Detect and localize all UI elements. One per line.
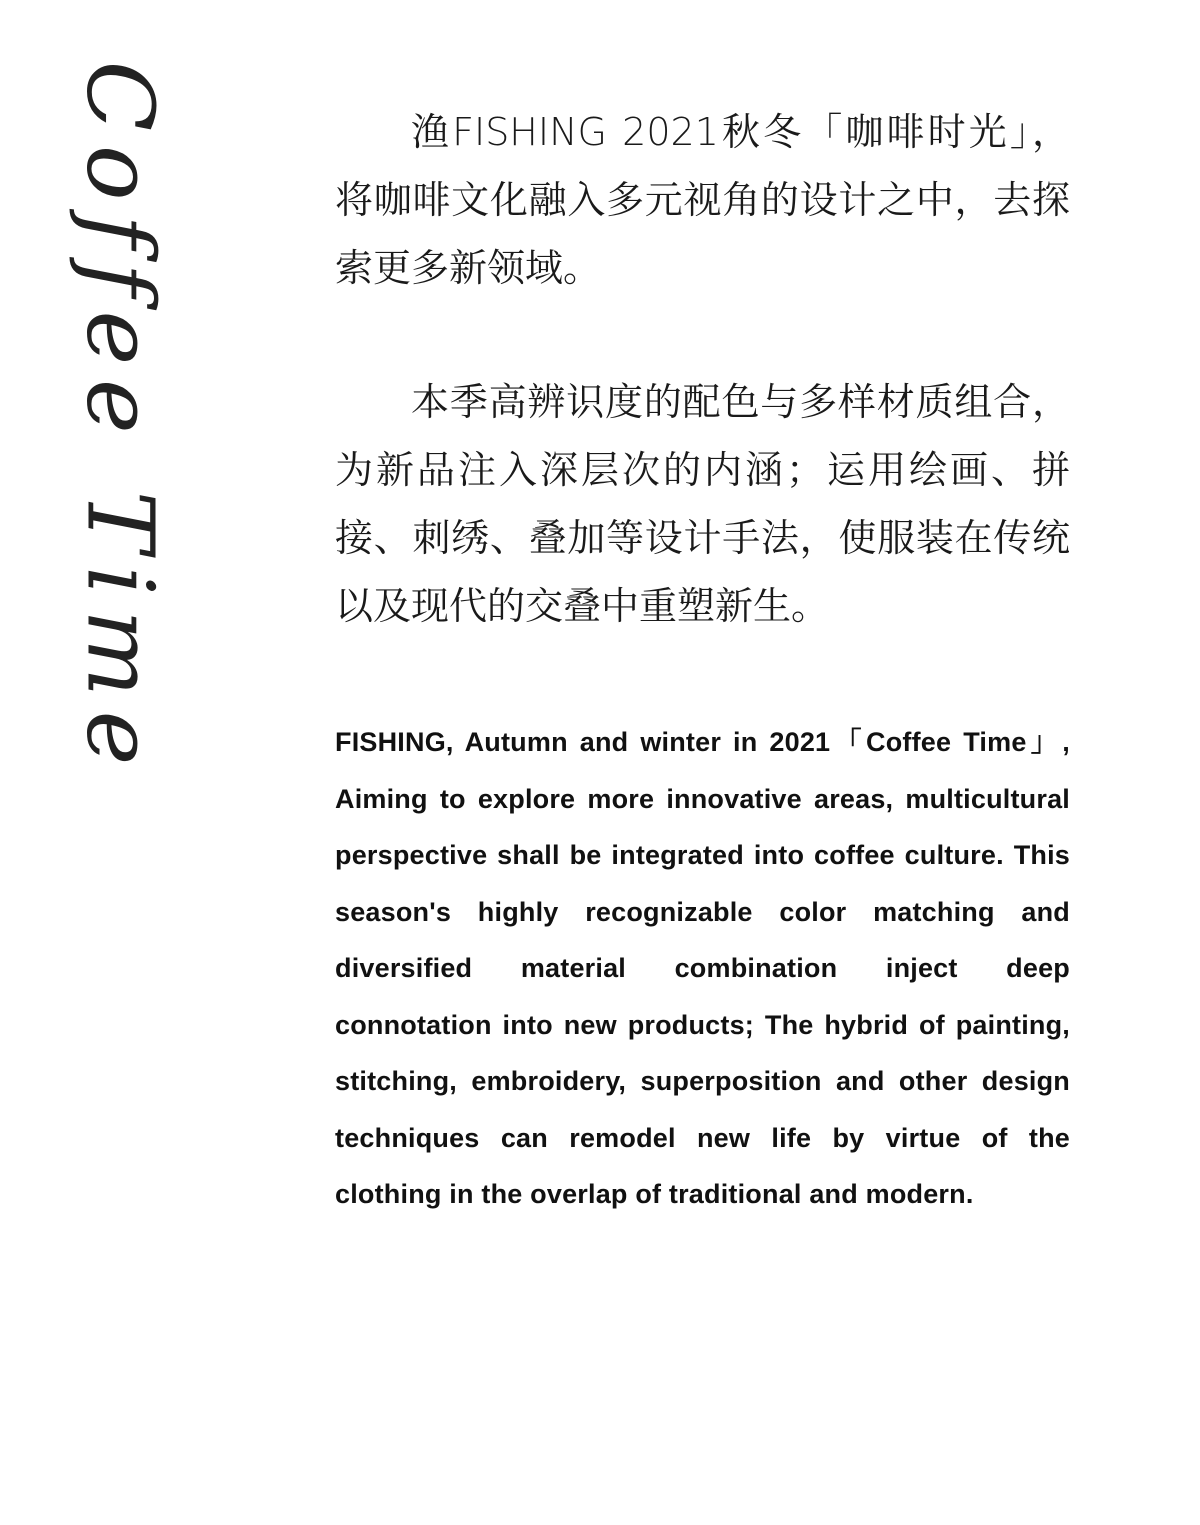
side-title-block	[60, 60, 180, 780]
chinese-paragraph-intro: 渔FISHING 2021秋冬「咖啡时光」，将咖啡文化融入多元视角的设计之中，去探索更多新领域。	[335, 110, 1070, 290]
english-paragraph: FISHING, Autumn and winter in 2021「Coffee Time」, Aiming to explore more innovative areas, multicultural perspective shall be integrated into coffee culture. This season's highly recognizable color matching and diversified material combination inject deep connotation into new products; The hybrid of painting, stitching, embroidery, superposition and other design techniques can remodel new life by virtue of the clothing in the overlap of traditional and modern.	[335, 727, 1070, 1209]
chinese-paragraph-design: 本季高辨识度的配色与多样材质组合，为新品注入深层次的内涵；运用绘画、拼接、刺绣、叠加等设计手法，使服装在传统以及现代的交叠中重塑新生。	[335, 380, 1070, 628]
article-content	[335, 98, 1070, 1223]
side-title-coffee-time: Coffee Time	[66, 60, 174, 780]
